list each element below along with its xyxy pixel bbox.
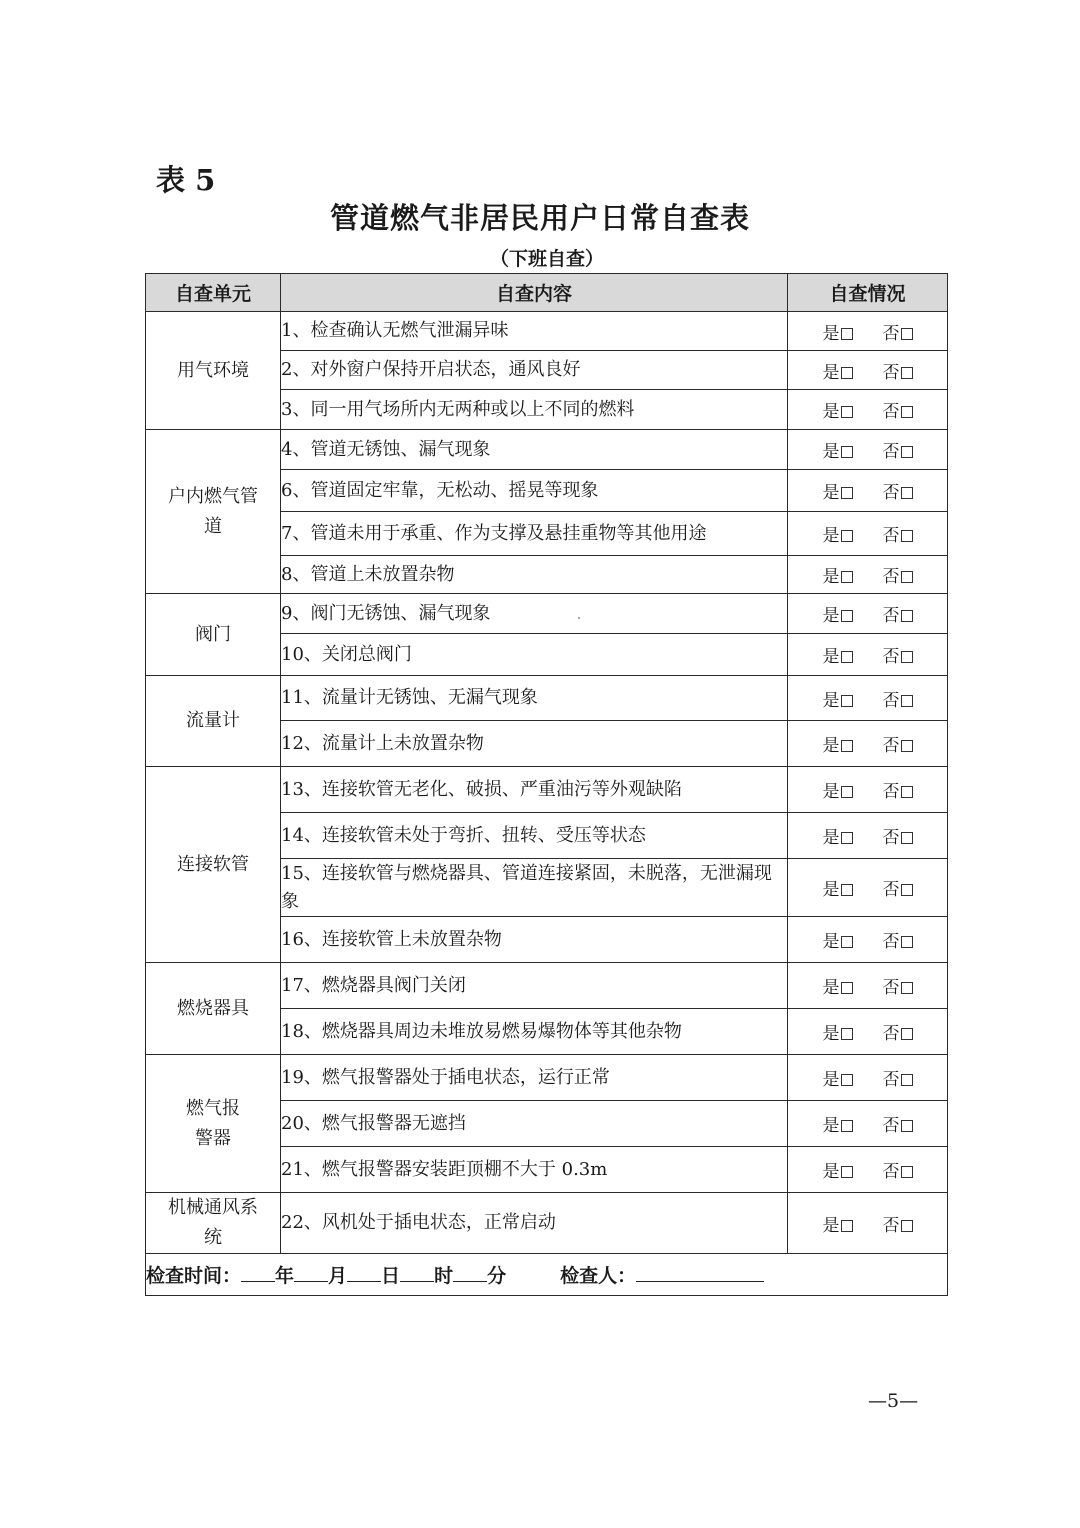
checkbox-icon[interactable]: [841, 884, 853, 896]
no-option[interactable]: [883, 478, 913, 503]
minute-blank[interactable]: [453, 1267, 487, 1282]
yes-option[interactable]: [823, 927, 853, 952]
checkbox-icon[interactable]: [901, 651, 913, 663]
checkbox-icon[interactable]: [841, 367, 853, 379]
item-content: 2、对外窗户保持开启状态，通风良好: [281, 351, 788, 390]
item-content: 22、风机处于插电状态，正常启动: [281, 1193, 788, 1254]
yes-label: 是: [822, 828, 840, 848]
yes-option[interactable]: [823, 823, 853, 848]
checkbox-icon[interactable]: [841, 571, 853, 583]
item-content: 15、连接软管与燃烧器具、管道连接紧固，未脱落，无泄漏现象: [281, 859, 788, 917]
item-content: 8、管道上未放置杂物: [281, 556, 788, 594]
scan-speck: [578, 617, 580, 619]
checkbox-icon[interactable]: [841, 832, 853, 844]
month-label: 月: [328, 1265, 348, 1287]
no-label: 否: [882, 1024, 900, 1044]
checkbox-icon[interactable]: [901, 328, 913, 340]
month-blank[interactable]: [294, 1267, 328, 1282]
yes-label: 是: [822, 782, 840, 802]
status-cell: [788, 1009, 948, 1055]
no-label: 否: [882, 978, 900, 998]
no-option[interactable]: [883, 1211, 913, 1236]
checkbox-icon[interactable]: [901, 1166, 913, 1178]
yes-option[interactable]: [823, 642, 853, 667]
checkbox-icon[interactable]: [901, 982, 913, 994]
checkbox-icon[interactable]: [841, 406, 853, 418]
yes-label: 是: [822, 526, 840, 546]
yes-label: 是: [822, 567, 840, 587]
no-option[interactable]: [883, 1065, 913, 1090]
no-option[interactable]: [883, 562, 913, 587]
yes-label: 是: [822, 442, 840, 462]
status-cell: [788, 1193, 948, 1254]
unit-cell: [146, 594, 281, 676]
checkbox-icon[interactable]: [901, 832, 913, 844]
item-content: 14、连接软管未处于弯折、扭转、受压等状态: [281, 813, 788, 859]
no-option[interactable]: [883, 777, 913, 802]
unit-cell: [146, 1193, 281, 1254]
no-option[interactable]: [883, 823, 913, 848]
yes-label: 是: [822, 1215, 840, 1236]
yes-label: 是: [822, 1024, 840, 1044]
yes-label: 是: [822, 1162, 840, 1182]
checkbox-icon[interactable]: [841, 328, 853, 340]
no-label: 否: [882, 1116, 900, 1136]
status-cell: [788, 512, 948, 556]
unit-label: 连接软管: [177, 853, 249, 875]
unit-label: 户内燃气管道: [168, 485, 258, 537]
status-cell: [788, 556, 948, 594]
checkbox-icon[interactable]: [841, 487, 853, 499]
footer-cell: [146, 1254, 948, 1296]
checkbox-icon[interactable]: [841, 982, 853, 994]
yes-label: 是: [822, 880, 840, 900]
checkbox-icon[interactable]: [841, 1028, 853, 1040]
status-cell: [788, 1147, 948, 1193]
inspector-blank[interactable]: [636, 1267, 764, 1282]
table-header-row: [146, 274, 948, 312]
table-number: 表 5: [156, 163, 216, 197]
checkbox-icon[interactable]: [901, 786, 913, 798]
table-row: [146, 963, 948, 1009]
unit-cell: [146, 676, 281, 767]
no-option[interactable]: [883, 642, 913, 667]
status-cell: [788, 470, 948, 512]
no-label: 否: [882, 932, 900, 952]
yes-label: 是: [822, 483, 840, 503]
status-cell: [788, 312, 948, 351]
item-content: 12、流量计上未放置杂物: [281, 721, 788, 767]
status-cell: [788, 963, 948, 1009]
yes-option[interactable]: [823, 397, 853, 422]
item-content: 17、燃烧器具阀门关闭: [281, 963, 788, 1009]
unit-cell: [146, 1055, 281, 1193]
status-cell: [788, 390, 948, 430]
checkbox-icon[interactable]: [901, 1028, 913, 1040]
no-label: 否: [882, 442, 900, 462]
item-content: 6、管道固定牢靠，无松动、摇晃等现象: [281, 470, 788, 512]
checkbox-icon[interactable]: [841, 1074, 853, 1086]
yes-option[interactable]: [823, 358, 853, 383]
hour-blank[interactable]: [400, 1267, 434, 1282]
status-cell: [788, 767, 948, 813]
no-label: 否: [882, 690, 900, 711]
unit-cell: [146, 312, 281, 430]
checkbox-icon[interactable]: [901, 1220, 913, 1232]
day-label: 日: [381, 1265, 401, 1287]
year-blank[interactable]: [241, 1267, 275, 1282]
no-label: 否: [882, 526, 900, 546]
yes-option[interactable]: [823, 1157, 853, 1182]
status-cell: [788, 676, 948, 721]
checkbox-icon[interactable]: [841, 936, 853, 948]
checkbox-icon[interactable]: [901, 571, 913, 583]
checkbox-icon[interactable]: [901, 487, 913, 499]
status-cell: [788, 594, 948, 634]
no-label: 否: [882, 323, 900, 344]
status-cell: [788, 1055, 948, 1101]
no-label: 否: [882, 402, 900, 422]
page-number: —5—: [868, 1390, 919, 1412]
unit-cell: [146, 963, 281, 1055]
unit-label: 机械通风系统: [168, 1197, 258, 1248]
status-cell: [788, 917, 948, 963]
yes-option[interactable]: [823, 731, 853, 756]
checkbox-icon[interactable]: [901, 740, 913, 752]
column-header-status: 自查情况: [788, 274, 948, 312]
no-label: 否: [882, 567, 900, 587]
yes-option[interactable]: [823, 1111, 853, 1136]
yes-option[interactable]: [823, 1019, 853, 1044]
status-cell: [788, 430, 948, 470]
status-cell: [788, 634, 948, 676]
yes-option[interactable]: [823, 777, 853, 802]
check-time-label: 检查时间：: [146, 1265, 242, 1287]
checkbox-icon[interactable]: [841, 740, 853, 752]
checkbox-icon[interactable]: [841, 446, 853, 458]
table-row: [146, 676, 948, 721]
no-option[interactable]: [883, 601, 913, 626]
no-label: 否: [882, 1162, 900, 1182]
table-row: [146, 1055, 948, 1101]
unit-cell: [146, 767, 281, 963]
checkbox-icon[interactable]: [841, 786, 853, 798]
checkbox-icon[interactable]: [841, 1120, 853, 1132]
item-content: 21、燃气报警器安装距顶棚不大于 0.3m: [281, 1147, 788, 1193]
no-label: 否: [882, 647, 900, 667]
yes-label: 是: [822, 323, 840, 344]
no-option[interactable]: [883, 927, 913, 952]
yes-label: 是: [822, 647, 840, 667]
status-cell: [788, 813, 948, 859]
yes-label: 是: [822, 736, 840, 756]
table-row: [146, 767, 948, 813]
no-option[interactable]: [883, 521, 913, 546]
checkbox-icon[interactable]: [841, 695, 853, 707]
checkbox-icon[interactable]: [901, 1120, 913, 1132]
item-content: 3、同一用气场所内无两种或以上不同的燃料: [281, 390, 788, 430]
yes-option[interactable]: [823, 521, 853, 546]
status-cell: [788, 1101, 948, 1147]
no-option[interactable]: [883, 731, 913, 756]
unit-label: 阀门: [195, 623, 231, 645]
yes-label: 是: [822, 690, 840, 711]
no-option[interactable]: [883, 358, 913, 383]
checkbox-icon[interactable]: [901, 446, 913, 458]
yes-option[interactable]: [823, 601, 853, 626]
item-content: 4、管道无锈蚀、漏气现象: [281, 430, 788, 470]
checkbox-icon[interactable]: [901, 530, 913, 542]
checkbox-icon[interactable]: [901, 936, 913, 948]
no-option[interactable]: [883, 973, 913, 998]
checkbox-icon[interactable]: [901, 406, 913, 418]
document-title: 管道燃气非居民用户日常自查表: [329, 201, 750, 235]
document-subtitle: （下班自查）: [489, 248, 604, 270]
yes-label: 是: [822, 1070, 840, 1090]
unit-label: 燃气报警器: [186, 1097, 240, 1149]
yes-label: 是: [822, 1116, 840, 1136]
no-label: 否: [882, 606, 900, 626]
item-content: 9、阀门无锈蚀、漏气现象: [281, 594, 788, 634]
no-label: 否: [882, 1070, 900, 1090]
table-row: [146, 594, 948, 634]
inspector-label: 检查人：: [560, 1265, 637, 1287]
no-option[interactable]: [883, 686, 913, 711]
no-option[interactable]: [883, 1157, 913, 1182]
table-row: [146, 312, 948, 351]
no-option[interactable]: [883, 1019, 913, 1044]
item-content: 20、燃气报警器无遮挡: [281, 1101, 788, 1147]
yes-option[interactable]: [823, 1065, 853, 1090]
no-option[interactable]: [883, 437, 913, 462]
status-cell: [788, 721, 948, 767]
checkbox-icon[interactable]: [841, 610, 853, 622]
item-content: 1、检查确认无燃气泄漏异味: [281, 312, 788, 351]
item-content: 11、流量计无锈蚀、无漏气现象: [281, 676, 788, 721]
yes-option[interactable]: [823, 1211, 853, 1236]
checkbox-icon[interactable]: [841, 1220, 853, 1232]
yes-option[interactable]: [823, 319, 853, 344]
unit-label: 流量计: [186, 710, 240, 731]
column-header-unit: 自查单元: [146, 274, 281, 312]
yes-label: 是: [822, 362, 840, 383]
table-row: [146, 1193, 948, 1254]
no-label: 否: [882, 736, 900, 756]
status-cell: [788, 351, 948, 390]
unit-label: 燃烧器具: [177, 997, 249, 1019]
yes-label: 是: [822, 606, 840, 626]
status-cell: [788, 859, 948, 917]
day-blank[interactable]: [347, 1267, 381, 1282]
item-content: 13、连接软管无老化、破损、严重油污等外观缺陷: [281, 767, 788, 813]
no-option[interactable]: [883, 397, 913, 422]
yes-option[interactable]: [823, 562, 853, 587]
yes-option[interactable]: [823, 973, 853, 998]
checkbox-icon[interactable]: [901, 695, 913, 707]
no-label: 否: [882, 828, 900, 848]
column-header-content: 自查内容: [281, 274, 788, 312]
no-label: 否: [882, 782, 900, 802]
yes-label: 是: [822, 932, 840, 952]
yes-option[interactable]: [823, 875, 853, 900]
yes-option[interactable]: [823, 686, 853, 711]
checkbox-icon[interactable]: [841, 1166, 853, 1178]
checkbox-icon[interactable]: [901, 884, 913, 896]
unit-cell: [146, 430, 281, 594]
no-label: 否: [882, 880, 900, 900]
item-content: 19、燃气报警器处于插电状态，运行正常: [281, 1055, 788, 1101]
hour-label: 时: [434, 1265, 454, 1287]
yes-option[interactable]: [823, 478, 853, 503]
footer-row: [146, 1254, 948, 1296]
checkbox-icon[interactable]: [901, 367, 913, 379]
item-content: 7、管道未用于承重、作为支撑及悬挂重物等其他用途: [281, 512, 788, 556]
unit-label: 用气环境: [177, 359, 249, 381]
no-option[interactable]: [883, 1111, 913, 1136]
yes-label: 是: [822, 978, 840, 998]
checkbox-icon[interactable]: [841, 651, 853, 663]
year-label: 年: [275, 1265, 295, 1287]
checkbox-icon[interactable]: [901, 1074, 913, 1086]
yes-label: 是: [822, 402, 840, 422]
table-row: [146, 430, 948, 470]
self-check-table: [145, 273, 948, 1296]
minute-label: 分: [487, 1265, 507, 1287]
no-option[interactable]: [883, 319, 913, 344]
checkbox-icon[interactable]: [841, 530, 853, 542]
item-content: 10、关闭总阀门: [281, 634, 788, 676]
checkbox-icon[interactable]: [901, 610, 913, 622]
item-content: 16、连接软管上未放置杂物: [281, 917, 788, 963]
item-content: 18、燃烧器具周边未堆放易燃易爆物体等其他杂物: [281, 1009, 788, 1055]
yes-option[interactable]: [823, 437, 853, 462]
no-label: 否: [882, 483, 900, 503]
no-label: 否: [882, 362, 900, 383]
no-option[interactable]: [883, 875, 913, 900]
no-label: 否: [882, 1215, 900, 1236]
